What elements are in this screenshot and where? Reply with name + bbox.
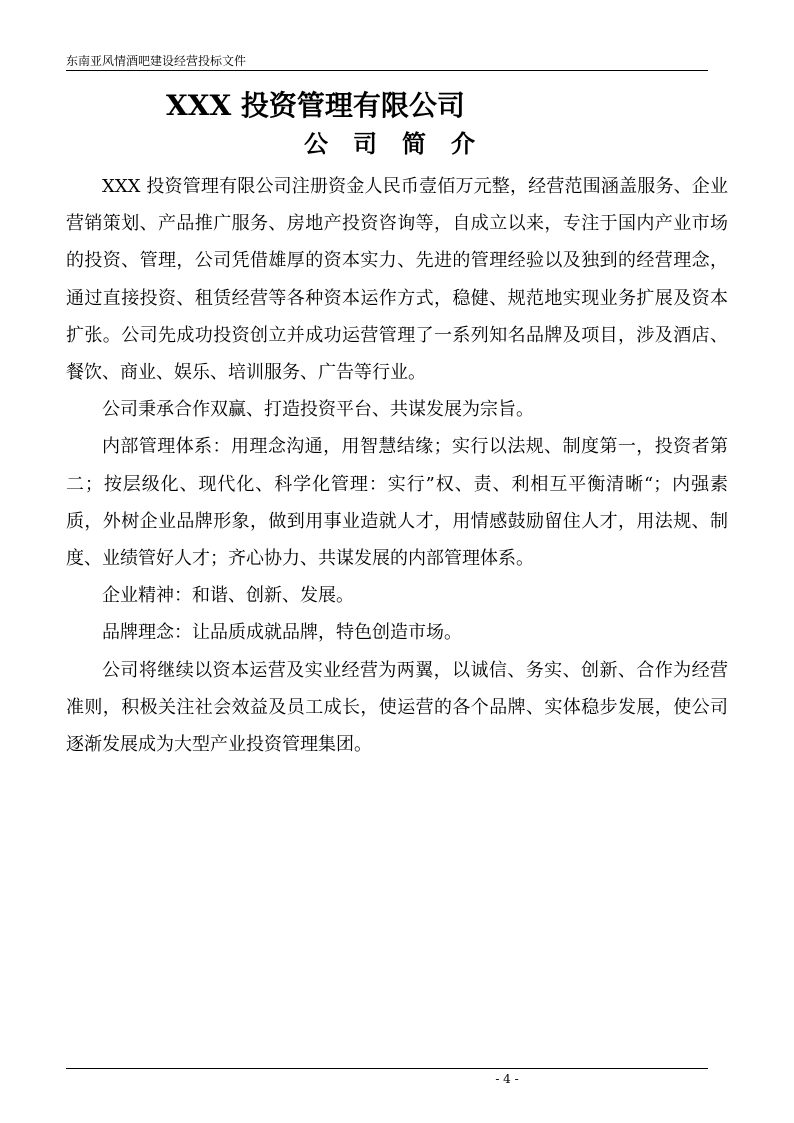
body-text bbox=[66, 168, 728, 763]
page-number-wrap bbox=[0, 1072, 794, 1086]
section-title: 公司简介 bbox=[304, 129, 500, 158]
company-title: XXX 投资管理有限公司 bbox=[166, 89, 465, 122]
paragraph-purpose: 公司秉承合作双赢、打造投资平台、共谋发展为宗旨。 bbox=[102, 399, 534, 421]
header-rule bbox=[66, 70, 708, 71]
paragraph-spirit: 企业精神：和谐、创新、发展。 bbox=[102, 585, 354, 607]
paragraph-outlook: 公司将继续以资本运营及实业经营为两翼，以诚信、务实、创新、合作为经营准则，积极关注社会效益及员工成长，使运营的各个品牌、实体稳步发展，使公司逐渐发展成为大型产业投资管理集团。 bbox=[66, 659, 728, 756]
paragraph-brand: 品牌理念：让品质成就品牌，特色创造市场。 bbox=[102, 622, 462, 644]
page-number: - 4 - bbox=[495, 1072, 519, 1086]
paragraph-intro: XXX 投资管理有限公司注册资金人民币壹佰万元整，经营范围涵盖服务、企业营销策划、产品推广服务、房地产投资咨询等，自成立以来，专注于国内产业市场的投资、管理，公司凭借雄厚的资本实力、先进的管理经验以及独到的经营理念，通过直接投资、租赁经营等各种资本运作方式，稳健、规范地实现业务扩展及资本扩张。公司先成功投资创立并成功运营管理了一系列知名品牌及项目，涉及酒店、餐饮、商业、娱乐、培训服务、广告等行业。 bbox=[66, 176, 728, 384]
paragraph-management: 内部管理体系：用理念沟通，用智慧结缘；实行以法规、制度第一，投资者第二；按层级化、现代化、科学化管理：实行”权、责、利相互平衡清晰“；内强素质，外树企业品牌形象，做到用事业造就人才，用情感鼓励留住人才，用法规、制度、业绩管好人才；齐心协力、共谋发展的内部管理体系。 bbox=[66, 436, 728, 570]
footer-rule bbox=[66, 1068, 708, 1069]
running-header: 东南亚风情酒吧建设经营投标文件 bbox=[66, 54, 247, 68]
